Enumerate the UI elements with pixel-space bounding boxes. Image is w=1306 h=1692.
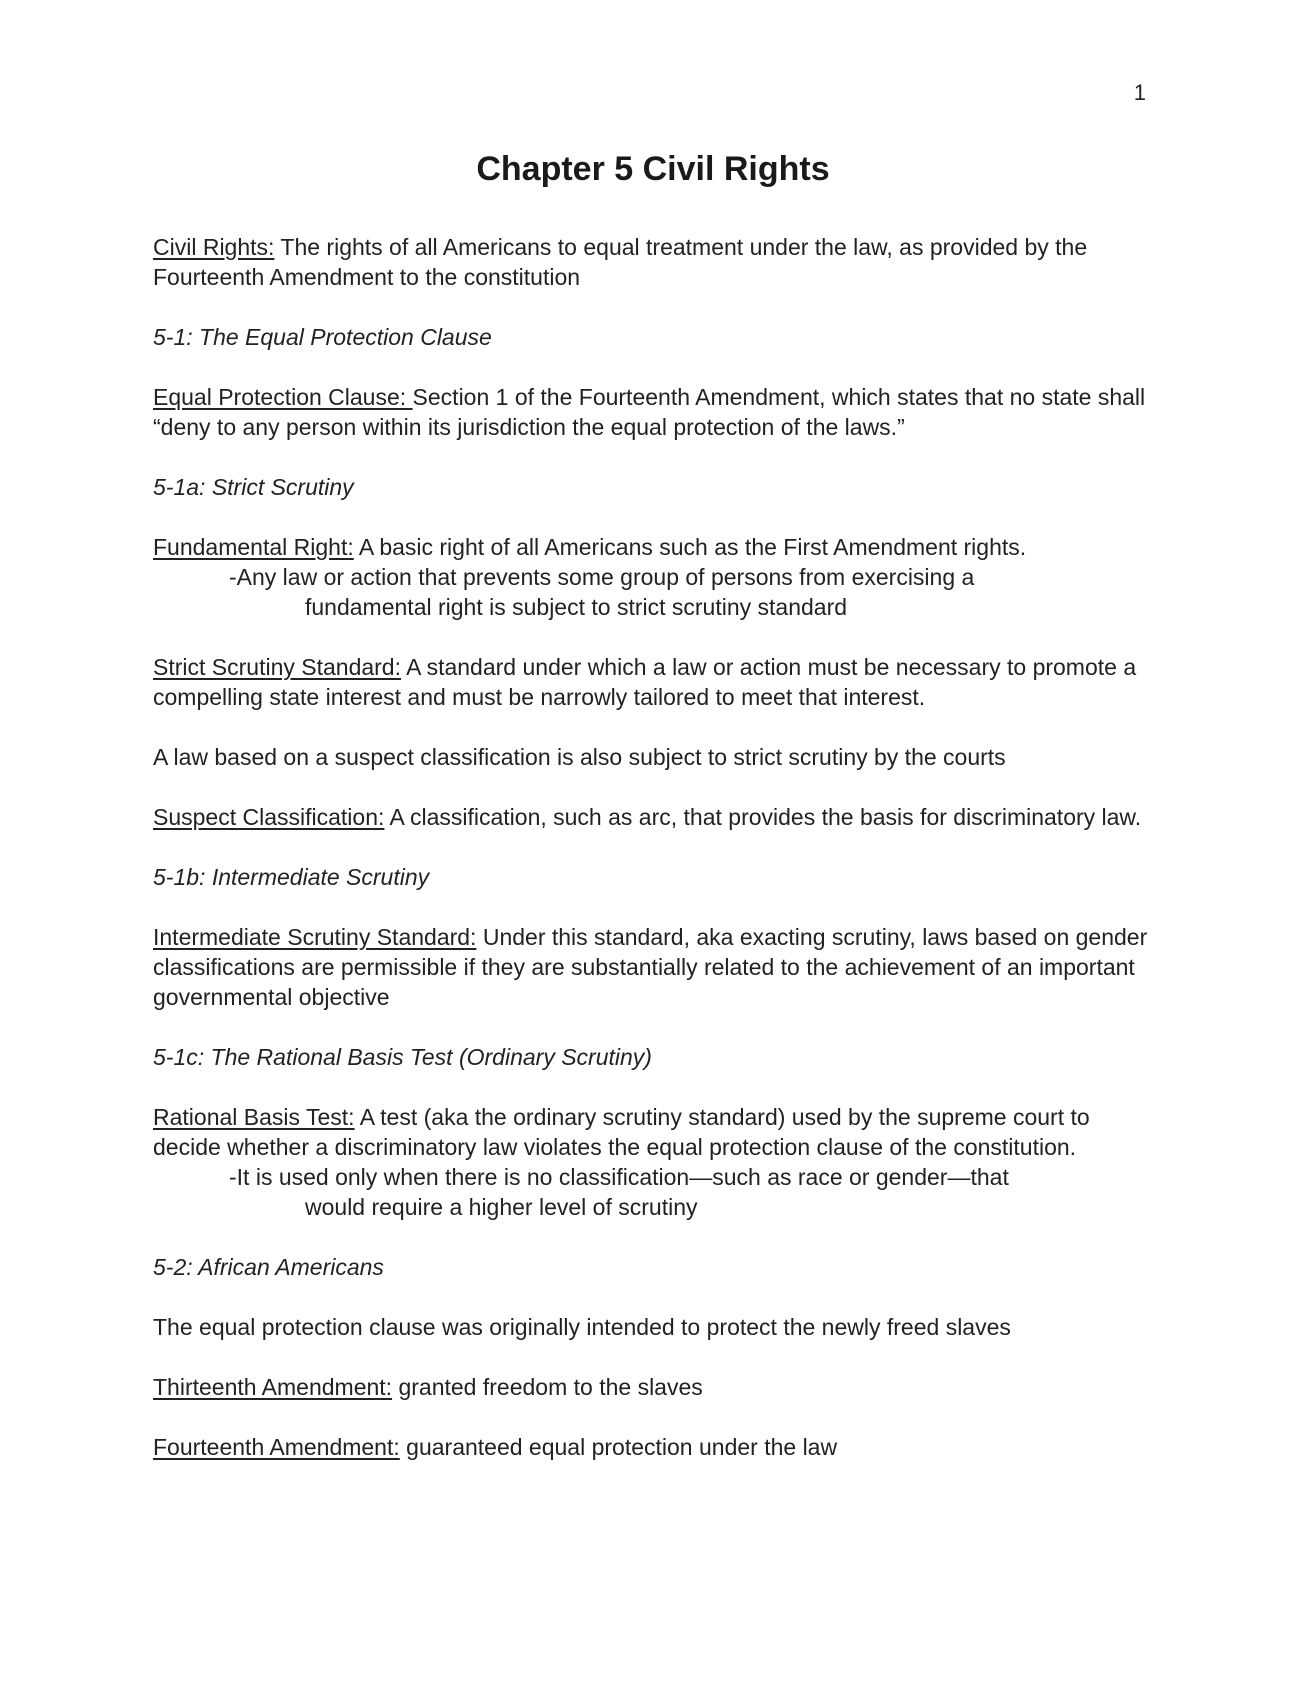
page-title: Chapter 5 Civil Rights <box>476 150 830 188</box>
definition-text: Section 1 of the Fourteenth Amendment, which states that no state shall “deny to any person within its jurisdiction the equal protection of the laws.” <box>153 384 1146 440</box>
note-line: -Any law or action that prevents some group of persons from exercising a <box>229 564 975 590</box>
note-line: -It is used only when there is no classification—such as race or gender—that <box>229 1164 1009 1190</box>
definition-intermediate-scrutiny <box>153 922 1163 1012</box>
definition-text: Under this standard, aka exacting scrutiny, laws based on gender classifications are permissible if they are substantially related to the achievement of an important governmental objective <box>153 924 1148 1010</box>
term-rational-basis: Rational Basis Test: <box>153 1104 355 1130</box>
section-heading-5-1: 5-1: The Equal Protection Clause <box>153 324 492 350</box>
term-civil-rights: Civil Rights: <box>153 234 275 260</box>
section-heading-5-1b: 5-1b: Intermediate Scrutiny <box>153 864 430 890</box>
term-strict-scrutiny: Strict Scrutiny Standard: <box>153 654 401 680</box>
definition-suspect-classification <box>153 802 1163 832</box>
definition-text: A basic right of all Americans such as the First Amendment rights. <box>353 534 1027 560</box>
term-intermediate-scrutiny: Intermediate Scrutiny Standard: <box>153 924 477 950</box>
term-thirteenth-amendment: Thirteenth Amendment: <box>153 1374 393 1400</box>
definition-thirteenth-amendment <box>153 1372 1163 1402</box>
section-heading-5-1c: 5-1c: The Rational Basis Test (Ordinary Scrutiny) <box>153 1044 652 1070</box>
suspect-classification-note: A law based on a suspect classification is also subject to strict scrutiny by the courts <box>153 744 1006 770</box>
definition-rational-basis <box>153 1102 1163 1222</box>
term-fourteenth-amendment: Fourteenth Amendment: <box>153 1434 400 1460</box>
note-line: fundamental right is subject to strict scrutiny standard <box>305 594 848 620</box>
term-fundamental-right: Fundamental Right: <box>153 534 354 560</box>
term-suspect-classification: Suspect Classification: <box>153 804 385 830</box>
term-equal-protection: Equal Protection Clause: <box>153 384 413 410</box>
definition-text: A test (aka the ordinary scrutiny standard) used by the supreme court to decide whether a discriminatory law violates the equal protection clause of the constitution. <box>153 1104 1090 1160</box>
section-heading-5-2: 5-2: African Americans <box>153 1254 384 1280</box>
section-heading-5-1a: 5-1a: Strict Scrutiny <box>153 474 354 500</box>
definition-text: A standard under which a law or action must be necessary to promote a compelling state interest and must be narrowly tailored to meet that interest. <box>153 654 1137 710</box>
definition-fundamental-right <box>153 532 1163 622</box>
page-number: 1 <box>1133 80 1146 105</box>
document-body <box>153 232 1163 1492</box>
definition-text: The rights of all Americans to equal treatment under the law, as provided by the Fourteenth Amendment to the constitution <box>153 234 1088 290</box>
equal-protection-note: The equal protection clause was originally intended to protect the newly freed slaves <box>153 1314 1011 1340</box>
definition-text: granted freedom to the slaves <box>392 1374 703 1400</box>
definition-fourteenth-amendment <box>153 1432 1163 1462</box>
definition-civil-rights <box>153 232 1163 292</box>
note-line: would require a higher level of scrutiny <box>305 1194 698 1220</box>
definition-strict-scrutiny <box>153 652 1163 712</box>
definition-text: A classification, such as arc, that provides the basis for discriminatory law. <box>384 804 1142 830</box>
definition-text: guaranteed equal protection under the law <box>399 1434 838 1460</box>
definition-equal-protection <box>153 382 1163 442</box>
